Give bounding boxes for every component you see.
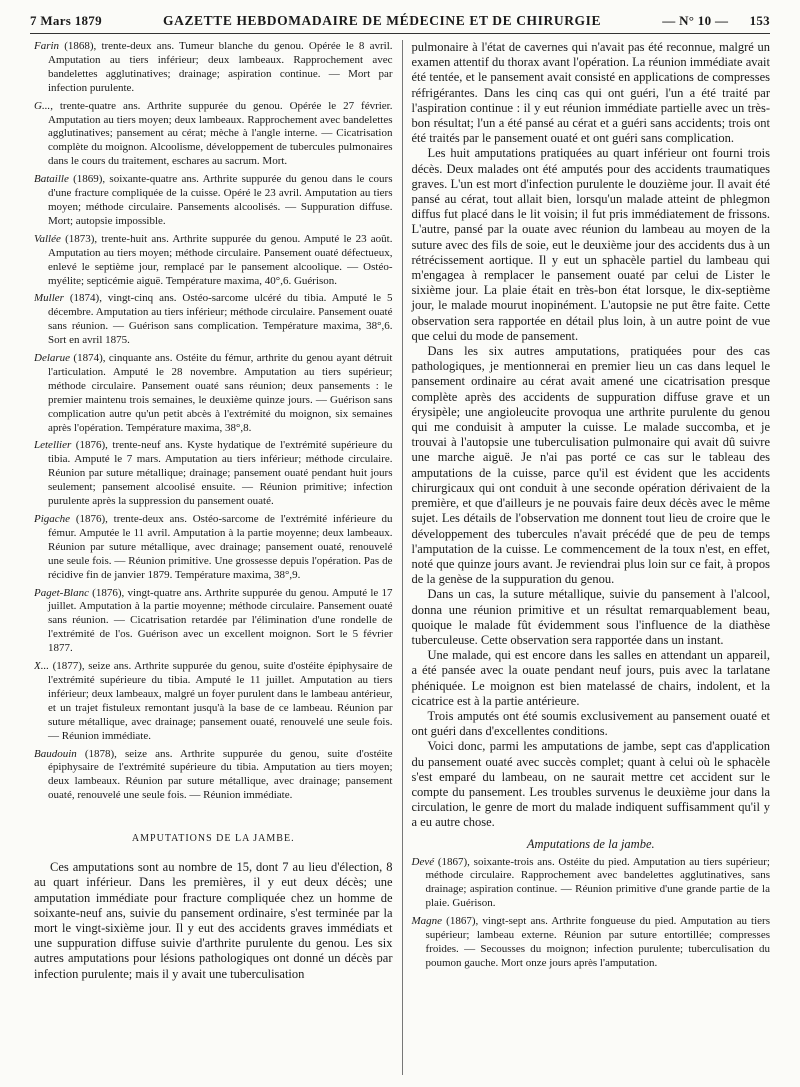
patient-name: Letellier: [34, 439, 72, 452]
body-paragraph: pulmonaire à l'état de cavernes qui n'avait pas été reconnue, malgré un examen attentif du thorax avant l'opération. La réunion immédiate avait été tentée, et le pansement avait consisté en applications de compresses réfrigérantes. Dans les cinq cas qui ont guéri, l'un a été traité par l'aspiration continue : il y eut réunion immédiate partielle avec un très-bon résultat; l'un a été pansé au cérat et a guéri sans accidents; trois ont été traités par le pansement ouaté et ont guéri sans complication.: [411, 40, 770, 146]
case-description: (1878), seize ans. Arthrite suppurée du genou, suite d'ostéite épiphysaire de l'extrémité supérieure du tibia. Amputation au tiers moyen; deux lambeaux. Réunion par suture métallique, avec drainage; pansement ouaté, renouvelé une seule fois. — Réunion immédiate.: [48, 747, 393, 802]
case-entry: [34, 439, 393, 509]
body-paragraph: Une malade, qui est encore dans les salles en attendant un appareil, a été pansée avec la ouate pendant neuf jours, puis avec la tarlatane phéniquée. Le moignon est bien matelassé de chairs, indolent, et la cicatrice est à la partie antérieure.: [411, 648, 770, 708]
body-paragraph: Les huit amputations pratiquées au quart inférieur ont fourni trois décès. Deux malades ont été amputés pour des accidents traumatiques graves. L'un est mort d'infection purulente le douzième jour. Il avait été pansé au cérat, tout allait bien, lorsqu'un malade atteint de phlegmon diffus fut placé dans le lit voisin; il fut pris immédiatement de frissons. L'autre, pansé par la ouate avec réunion du lambeau au moyen de la suture avec des fils de soie, eut le deuxième jour des accidents dus à un rétrécissement aortique. Il y eut un sphacèle partiel du lambeau qui m'engagea à remplacer le pansement ouaté par celui de Lister le sixième jour. La plaie était en très-bon état lorsque, le dix-septième jour, le malade mourut inopinément. L'autopsie ne put être faite. Cette observation sera rapportée en détail plus loin, à un autre point de vue que celui du mode de pansement.: [411, 146, 770, 343]
section-title: AMPUTATIONS DE LA JAMBE.: [131, 833, 295, 845]
patient-name: Baudouin: [34, 747, 77, 760]
case-entry: [34, 748, 393, 804]
case-entry: [34, 100, 393, 170]
page-number: 153: [749, 13, 770, 28]
journal-title: GAZETTE HEBDOMADAIRE DE MÉDECINE ET DE CHIRURGIE: [163, 13, 602, 28]
case-description: , trente-quatre ans. Arthrite suppurée du genou. Opérée le 27 février. Amputation au tiers moyen; deux lambeaux. Rapprochement avec bandelettes agglutinatives; pansement au cérat; mèche à l'angle interne. — Cicatrisation complète du moignon. Alcoolisme, développement de tubercules pulmonaires dans le cours du traitement, eschares au sacrum. Mort.: [48, 99, 393, 168]
two-column-body: [34, 40, 770, 1075]
case-entry: [34, 352, 393, 435]
patient-name: Farin: [34, 40, 60, 52]
case-entry: [412, 856, 771, 912]
case-description: (1874), vingt-cinq ans. Ostéo-sarcome ulcéré du tibia. Amputé le 5 décembre. Amputation au tiers inférieur; méthode circulaire. Pansement ouaté sans réunion. — Guérison sans complication. Température maxima, 38°,6. Sort en avril 1875.: [48, 292, 393, 347]
case-description: (1876), vingt-quatre ans. Arthrite suppurée du genou. Amputé le 17 juillet. Amputation à la partie moyenne; méthode circulaire. Pansement ouaté sans réunion. — Cicatrisation retardée par l'élimination d'une rondelle de l'extrémité de l'os. Guérison avec un excellent moignon. Sort le 5 février 1877.: [48, 586, 393, 655]
patient-name: Vallée: [34, 232, 61, 245]
patient-name: Pigache: [34, 513, 71, 525]
case-description: (1867), vingt-sept ans. Arthrite fongueuse du pied. Amputation au tiers supérieur; lambeau externe. Réunion par suture entortillée; compresses froides. — Secousses du moignon; infection purulente; tuberculisation du poumon gauche. Mort onze jours après l'amputation.: [425, 915, 770, 969]
case-description: (1874), cinquante ans. Ostéite du fémur, arthrite du genou ayant détruit l'articulation. Amputé le 28 novembre. Amputation au tiers supérieur; méthode circulaire. Pansement ouaté sans réunion; deux pansements : le premier maintenu trois semaines, le deuxième quinze jours. — Guérison sans complication autre qu'un petit abcès à l'extrémité du moignon, six semaines après l'opération. Température maxima, 38°,8.: [48, 352, 393, 434]
body-paragraph: Ces amputations sont au nombre de 15, dont 7 au lieu d'élection, 8 au quart inférieur. Dans les premières, il y eut deux décès; une amputation immédiate pour fracture compliquée chez un homme de soixante-neuf ans, suivie du pansement ordinaire, s'est terminée par la mort le vingt-sixième jour. Il y eut des accidents graves immédiats et une suppuration diffuse suivie d'arthrite purulente du genou. Les six autres amputations pour lésions pathologiques ont donné un décès par infection purulente; mais il y avait une tuberculisation: [34, 860, 393, 981]
patient-name: G...: [34, 99, 51, 112]
case-description: (1869), soixante-quatre ans. Arthrite suppurée du genou dans le cours d'une fracture compliquée de la cuisse. Opéré le 23 avril. Amputation au tiers moyen; méthode circulaire. Pansements alcoolisés. — Suppuration diffuse. Mort; autopsie impossible.: [48, 173, 393, 227]
subsection-heading: Amputations de la jambe.: [526, 836, 655, 851]
header-date: 7 Mars 1879: [30, 13, 102, 28]
issue-number: — N° 10 —: [662, 13, 729, 28]
case-entry: [34, 292, 393, 348]
case-entry: [34, 660, 393, 743]
case-entry: [34, 587, 393, 657]
body-paragraph: Voici donc, parmi les amputations de jambe, sept cas d'application du pansement ouaté avec succès complet; quant à celui où le sphacèle s'est emparé du lambeau, on ne saurait mettre cet accident sur le compte du pansement. Les troubles survenus le deuxième jour dans la circulation, le genre de mort du malade indiquent suffisamment qu'il y a eu autre chose.: [411, 739, 770, 830]
patient-name: Devé: [411, 855, 435, 868]
body-paragraph: Trois amputés ont été soumis exclusivement au pansement ouaté et ont guéri dans d'excellentes conditions.: [411, 708, 770, 739]
case-description: (1867), soixante-trois ans. Ostéite du pied. Amputation au tiers supérieur; méthode circulaire. Rapprochement avec bandelettes agglutinatives, sans drainage; aspiration continue. — Réunion primitive d'une grande partie de la plaie. Guérison.: [425, 855, 770, 910]
left-column: [34, 40, 402, 1075]
case-description: (1876), trente-deux ans. Ostéo-sarcome de l'extrémité inférieure du fémur. Amputée le 11 avril. Amputation à la partie moyenne; deux lambeaux. Réunion par suture métallique, avec drainage; pansement ouaté, renouvelé une seule fois. — Réunion primitive. Une grossesse depuis l'opération. Pas de récidive fin de janvier 1879. Température maxima, 38°,9.: [48, 513, 393, 581]
right-column: [402, 40, 771, 1075]
case-description: (1868), trente-deux ans. Tumeur blanche du genou. Opérée le 8 avril. Amputation au tiers inférieur; deux lambeaux. Rapprochement avec bandelettes agglutinatives; drainage; aspiration continue. — Mort par infection purulente.: [48, 40, 393, 94]
patient-name: Paget-Blanc: [34, 586, 89, 599]
body-paragraph: Dans un cas, la suture métallique, suivie du pansement à l'alcool, donna une réunion primitive et un résultat remarquablement beau, quoique le malade fût évidemment sous l'influence de la diathèse tuberculeuse. Cette observation sera rapportée dans un instant.: [411, 587, 770, 647]
patient-name: Bataille: [34, 173, 69, 186]
case-list-leg: [412, 856, 771, 971]
case-description: (1877), seize ans. Arthrite suppurée du genou, suite d'ostéite épiphysaire de l'extrémité supérieure du tibia. Amputé le 11 juillet. Amputation au tiers inférieur; deux lambeaux, malgré un foyer purulent dans le lambeau antérieur, et un trajet fistuleux remontant jusqu'à la base de ce lambeau. Réunion par suture métallique, avec drainage; pansement ouaté, renouvelé une seule fois. — Réunion immédiate.: [48, 660, 393, 742]
case-description: (1873), trente-huit ans. Arthrite suppurée du genou. Amputé le 23 août. Amputation au tiers moyen; méthode circulaire. Pansement ouaté défectueux, enlevé le septième jour, remplacé par le pansement alcoolique. — Ostéo-myélite; septicémie aiguë. Température maxima, 40°,6. Guérison.: [48, 232, 393, 287]
page-header: [30, 10, 770, 32]
issue-and-page: [662, 13, 770, 29]
patient-name: Muller: [34, 292, 64, 305]
patient-name: Delarue: [34, 352, 71, 365]
body-paragraph: Dans les six autres amputations, pratiquées pour des cas pathologiques, je mentionnerai en premier lieu un cas dans lequel le pansement ordinaire au cérat avait amené une cicatrisation presque complète après des accidents de suppuration diffuse grave et un érysipèle; une angioleucite provoqua une arthrite purulente du genou qui me conduisit à amputer la cuisse. Le malade succomba, et je trouvai à l'autopsie une tuberculisation pulmonaire qui avait dû suivre une marche aiguë. Je n'ai pas porté ce cas sur le tableau des amputations de la cuisse, parce qu'il est évident que les accidents chirurgicaux qui ont conduit à une seconde opération dérivaient de la première, et que d'ailleurs je ne pouvais faire deux décès avec le même sujet. Les détails de l'observation me donnent tout lieu de croire que le développement des tubercules n'avait précédé que de peu de temps l'amputation de la cuisse. Le commencement de la toux n'est, en effet, noté que quinze jours avant. Je reviendrai plus loin sur ce fait, à propos de la genèse de la suppuration du genou.: [411, 344, 770, 587]
case-list-thigh: [34, 40, 393, 803]
case-entry: [412, 915, 771, 971]
patient-name: X...: [34, 660, 49, 673]
right-body-text: [412, 40, 771, 831]
case-entry: [34, 173, 393, 229]
patient-name: Magne: [411, 915, 443, 928]
case-description: (1876), trente-neuf ans. Kyste hydatique de l'extrémité supérieure du tibia. Amputé le 7 mars. Amputation au tiers inférieur; méthode circulaire. Réunion par suture métallique; drainage; pansement ouaté pendant huit jours seulement; pansement alcoolisé ensuite. — Réunion primitive; infection purulente après la suppression du pansement ouaté.: [48, 439, 393, 508]
case-entry: [34, 233, 393, 289]
case-entry: [34, 40, 393, 96]
header-rule: [30, 33, 770, 34]
case-entry: [34, 513, 393, 583]
